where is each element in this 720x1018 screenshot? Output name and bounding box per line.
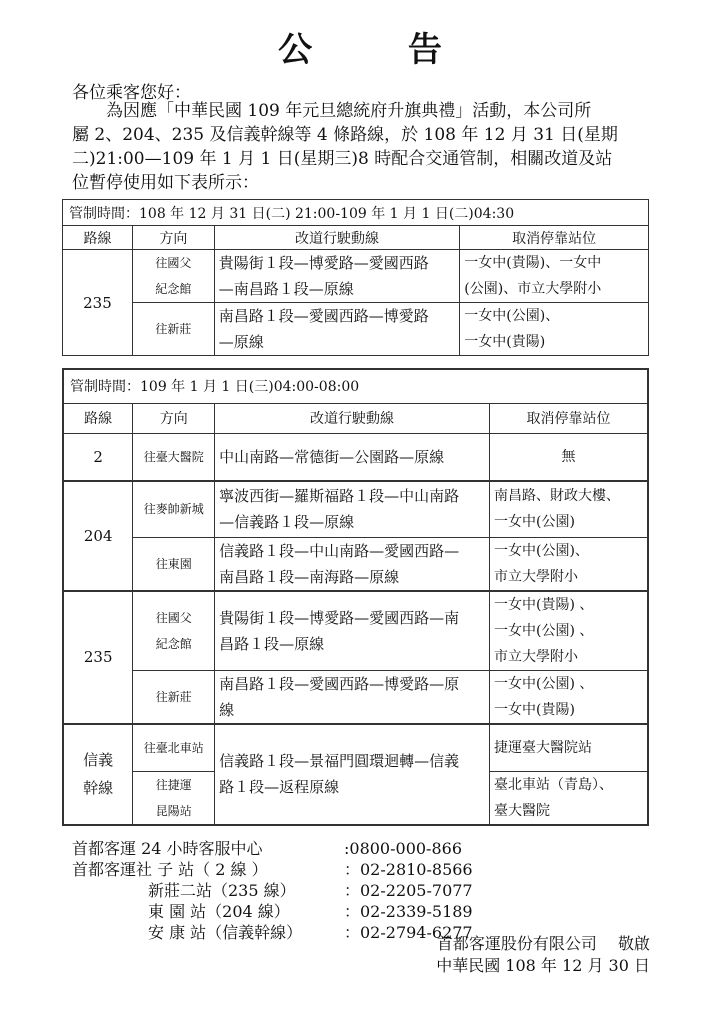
reroute-cell: 貴陽街１段—博愛路—愛國西路—南 昌路１段—原線 (215, 591, 490, 671)
stops-cell: 一女中(公園)、 市立大學附小 (489, 537, 648, 591)
direction-cell: 往麥帥新城 (133, 481, 215, 537)
contact-label: 安 康 站（信義幹線） (148, 923, 303, 942)
route-number: 235 (63, 250, 133, 356)
contact-label: 新莊二站（235 線） (148, 881, 296, 900)
reroute-cell: 南昌路１段—愛國西路—博愛路—原 線 (215, 670, 490, 724)
contact-row (72, 901, 473, 922)
stops-cell: 一女中(貴陽)、一女中 (公園)、市立大學附小 (460, 250, 649, 303)
stops-cell: 南昌路、財政大樓、 一女中(公園) (489, 481, 648, 537)
direction-cell: 往國父 紀念館 (133, 591, 215, 671)
contact-label: 首都客運社 子 站（ 2 線 ） (72, 860, 268, 879)
direction-cell: 往臺北車站 (133, 724, 215, 772)
direction-cell: 往東園 (133, 537, 215, 591)
contact-label: 首都客運 24 小時客服中心 (72, 839, 263, 858)
control-period: 管制時間：109 年 1 月 1 日(三)04:00-08:00 (63, 369, 648, 403)
intro-line: 為因應「中華民國 109 年元旦總統府升旗典禮」活動，本公司所 (106, 101, 592, 121)
header-stops: 取消停靠站位 (489, 403, 648, 433)
stops-cell: 一女中(公園)、 一女中(貴陽) (460, 303, 649, 356)
stops-cell: 一女中(貴陽) 、 一女中(公園) 、 市立大學附小 (489, 591, 648, 671)
greeting: 各位乘客您好： (72, 83, 191, 103)
contact-phone: :0800-000-866 (344, 839, 462, 858)
reroute-cell: 貴陽街１段—博愛路—愛國西路 —南昌路１段—原線 (214, 250, 460, 303)
contact-phone: ：02-2810-8566 (344, 860, 473, 879)
header-direction: 方向 (133, 403, 215, 433)
header-stops: 取消停靠站位 (460, 226, 649, 250)
control-table-2 (62, 368, 649, 826)
signature-date: 中華民國 108 年 12 月 30 日 (436, 956, 650, 975)
stops-cell: 無 (489, 433, 648, 481)
control-table-1 (62, 199, 649, 356)
contact-phone: ：02-2794-6277 (344, 923, 473, 942)
route-number: 2 (63, 433, 133, 481)
reroute-cell: 南昌路１段—愛國西路—博愛路 —原線 (214, 303, 460, 356)
stops-cell: 一女中(公園) 、 一女中(貴陽) (489, 670, 648, 724)
contact-row (72, 838, 473, 859)
contact-phone: ：02-2339-5189 (344, 902, 473, 921)
signature-company: 首都客運股份有限公司 敬啟 (436, 934, 650, 953)
header-route: 路線 (63, 226, 133, 250)
intro-line: 二)21:00—109 年 1 月 1 日(星期三)8 時配合交通管制，相關改道及站 (72, 149, 613, 169)
signature-block (436, 933, 650, 977)
contact-label: 東 園 站（204 線） (148, 902, 290, 921)
header-reroute: 改道行駛動線 (215, 403, 490, 433)
contact-phone: ：02-2205-7077 (344, 881, 473, 900)
intro-line: 屬 2、204、235 及信義幹線等 4 條路線，於 108 年 12 月 31 日(星期 (72, 125, 618, 145)
reroute-cell: 信義路１段—景福門圓環迴轉—信義 路１段—返程原線 (215, 724, 490, 826)
intro-paragraph (72, 99, 658, 195)
stops-cell: 臺北車站（青島）、 臺大醫院 (489, 772, 648, 826)
reroute-cell: 中山南路—常德街—公園路—原線 (215, 433, 490, 481)
route-number: 204 (63, 481, 133, 591)
contact-list (72, 838, 473, 943)
header-reroute: 改道行駛動線 (214, 226, 460, 250)
stops-cell: 捷運臺大醫院站 (489, 724, 648, 772)
direction-cell: 往新莊 (133, 670, 215, 724)
contact-row (72, 859, 473, 880)
direction-cell: 往臺大醫院 (133, 433, 215, 481)
contact-row (72, 922, 473, 943)
reroute-cell: 寧波西街—羅斯福路１段—中山南路 —信義路１段—原線 (215, 481, 490, 537)
direction-cell: 往新莊 (132, 303, 214, 356)
page-title: 公 告 (278, 30, 484, 70)
contact-row (72, 880, 473, 901)
direction-cell: 往捷運 昆陽站 (133, 772, 215, 826)
header-direction: 方向 (132, 226, 214, 250)
route-number: 信義 幹線 (63, 724, 133, 826)
reroute-cell: 信義路１段—中山南路—愛國西路— 南昌路１段—南海路—原線 (215, 537, 490, 591)
direction-cell: 往國父 紀念館 (132, 250, 214, 303)
intro-line: 位暫停使用如下表所示： (72, 173, 259, 193)
header-route: 路線 (63, 403, 133, 433)
control-period: 管制時間：108 年 12 月 31 日(二) 21:00-109 年 1 月 1 日(二)04:30 (63, 200, 649, 226)
route-number: 235 (63, 591, 133, 724)
